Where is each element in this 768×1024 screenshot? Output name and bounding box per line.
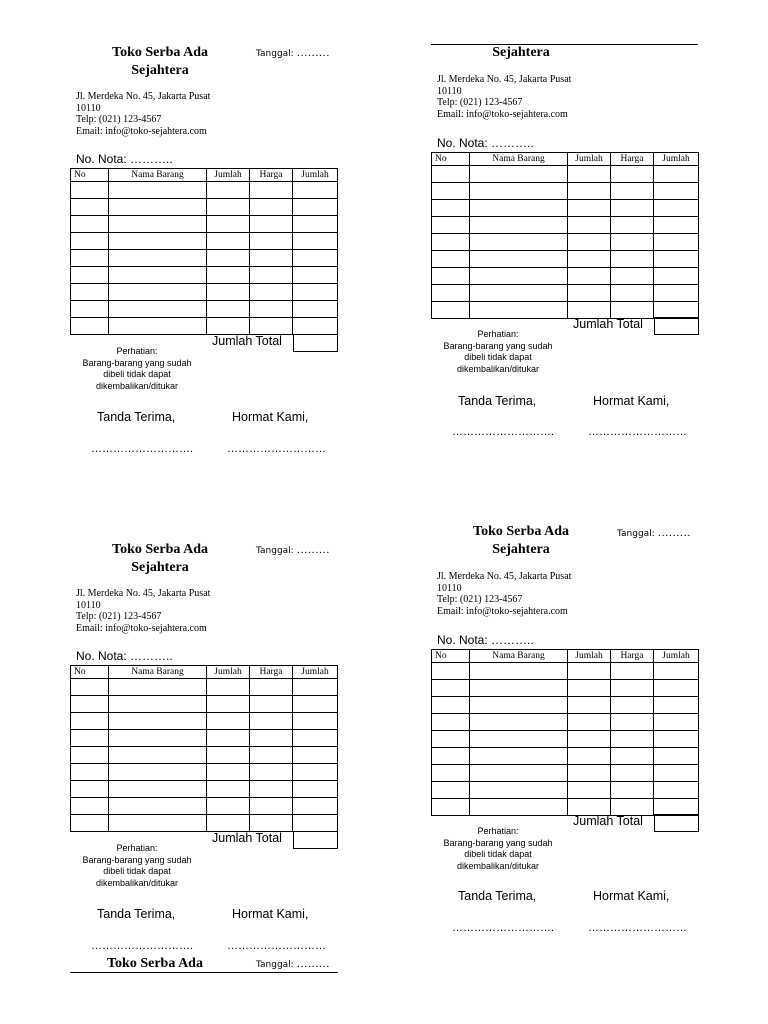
table-row bbox=[432, 731, 699, 748]
page-bottom-rule bbox=[70, 972, 338, 973]
table-row bbox=[71, 301, 338, 318]
perhatian-line3: dikembalikan/ditukar bbox=[456, 363, 540, 374]
perhatian-note bbox=[76, 346, 198, 392]
table-header-row bbox=[432, 153, 699, 166]
table-row bbox=[432, 251, 699, 268]
hormat-kami-label: Hormat Kami, bbox=[232, 907, 309, 921]
hormat-kami-signature-line: ……………………… bbox=[227, 443, 326, 455]
total-label: Jumlah Total bbox=[212, 334, 282, 348]
tanggal-label: Tanggal: bbox=[256, 49, 297, 59]
address-line2: 10110 bbox=[76, 599, 101, 611]
store-title-line2: Sejahtera bbox=[131, 63, 189, 78]
table-row bbox=[71, 696, 338, 713]
table-row bbox=[71, 713, 338, 730]
col-harga: Harga bbox=[250, 169, 293, 182]
tanggal-field bbox=[256, 544, 330, 556]
tanda-terima-label: Tanda Terima, bbox=[458, 394, 537, 408]
table-header-row bbox=[71, 666, 338, 679]
perhatian-title: Perhatian: bbox=[116, 346, 158, 356]
hormat-kami-label: Hormat Kami, bbox=[593, 394, 670, 408]
perhatian-line1: Barang-barang yang sudah bbox=[443, 340, 553, 351]
table-row bbox=[432, 680, 699, 697]
table-row bbox=[71, 284, 338, 301]
tanda-terima-signature-line: ………………………. bbox=[452, 426, 555, 438]
items-table bbox=[70, 168, 338, 335]
store-title-line1: Toko Serba Ada bbox=[473, 524, 569, 539]
table-row bbox=[71, 679, 338, 696]
col-jumlah-total: Jumlah bbox=[654, 650, 699, 663]
store-title bbox=[86, 541, 234, 577]
hormat-kami-signature-line: ……………………… bbox=[227, 940, 326, 952]
tanggal-dots: ……… bbox=[296, 47, 330, 59]
col-jumlah-total: Jumlah bbox=[293, 666, 338, 679]
hormat-kami-label: Hormat Kami, bbox=[232, 410, 309, 424]
col-harga: Harga bbox=[611, 650, 654, 663]
total-label: Jumlah Total bbox=[212, 831, 282, 845]
table-row bbox=[432, 714, 699, 731]
tanda-terima-label: Tanda Terima, bbox=[97, 907, 176, 921]
address-line1: Jl. Merdeka No. 45, Jakarta Pusat bbox=[437, 571, 572, 582]
perhatian-title: Perhatian: bbox=[477, 329, 519, 339]
address-line1: Jl. Merdeka No. 45, Jakarta Pusat bbox=[437, 74, 572, 85]
perhatian-line2: dibeli tidak dapat bbox=[103, 866, 171, 876]
receipt-bottom-left bbox=[70, 537, 338, 957]
table-row bbox=[71, 764, 338, 781]
perhatian-line1: Barang-barang yang sudah bbox=[82, 854, 192, 865]
store-phone: Telp: (021) 123-4567 bbox=[437, 594, 523, 605]
table-row bbox=[71, 747, 338, 764]
table-row bbox=[71, 250, 338, 267]
col-jumlah-total: Jumlah bbox=[654, 153, 699, 166]
store-title bbox=[86, 44, 234, 80]
store-address bbox=[76, 588, 210, 634]
tanda-terima-label: Tanda Terima, bbox=[458, 889, 537, 903]
table-row bbox=[432, 697, 699, 714]
col-jumlah: Jumlah bbox=[207, 666, 250, 679]
table-row bbox=[432, 234, 699, 251]
store-title-line2: Sejahtera bbox=[492, 542, 550, 557]
nota-number: No. Nota: ……….. bbox=[76, 152, 173, 166]
perhatian-line1: Barang-barang yang sudah bbox=[443, 837, 553, 848]
store-title bbox=[447, 523, 595, 559]
perhatian-line3: dikembalikan/ditukar bbox=[95, 380, 179, 391]
col-nama-barang: Nama Barang bbox=[109, 169, 207, 182]
col-harga: Harga bbox=[250, 666, 293, 679]
col-no: No bbox=[432, 650, 470, 663]
table-header-row bbox=[71, 169, 338, 182]
address-line2: 10110 bbox=[437, 85, 462, 97]
address-line1: Jl. Merdeka No. 45, Jakarta Pusat bbox=[76, 91, 211, 102]
perhatian-line3: dikembalikan/ditukar bbox=[95, 877, 179, 888]
store-title-line2: Sejahtera bbox=[492, 45, 550, 60]
tanda-terima-signature-line: ………………………. bbox=[91, 940, 194, 952]
nota-number: No. Nota: ……….. bbox=[76, 649, 173, 663]
tanggal-field bbox=[617, 527, 691, 539]
store-email: Email: info@toko-sejahtera.com bbox=[437, 108, 568, 120]
address-line1: Jl. Merdeka No. 45, Jakarta Pusat bbox=[76, 588, 211, 599]
store-title-line2: Sejahtera bbox=[131, 560, 189, 575]
hormat-kami-signature-line: ……………………… bbox=[588, 922, 687, 934]
store-phone: Telp: (021) 123-4567 bbox=[76, 611, 162, 622]
col-harga: Harga bbox=[611, 153, 654, 166]
table-row bbox=[71, 798, 338, 815]
col-nama-barang: Nama Barang bbox=[109, 666, 207, 679]
table-row bbox=[71, 182, 338, 199]
perhatian-line2: dibeli tidak dapat bbox=[464, 352, 532, 362]
col-no: No bbox=[71, 169, 109, 182]
store-email: Email: info@toko-sejahtera.com bbox=[76, 622, 207, 634]
total-box bbox=[293, 831, 338, 849]
store-email: Email: info@toko-sejahtera.com bbox=[76, 125, 207, 137]
receipt-top-right bbox=[431, 27, 699, 447]
items-table bbox=[70, 665, 338, 832]
tanggal-dots: ……… bbox=[296, 544, 330, 556]
total-box bbox=[654, 814, 699, 832]
perhatian-line1: Barang-barang yang sudah bbox=[82, 357, 192, 368]
perhatian-note bbox=[437, 329, 559, 375]
perhatian-title: Perhatian: bbox=[116, 843, 158, 853]
perhatian-line2: dibeli tidak dapat bbox=[464, 849, 532, 859]
table-row bbox=[71, 199, 338, 216]
tanggal-label: Tanggal: bbox=[617, 529, 658, 539]
table-row bbox=[432, 663, 699, 680]
total-label: Jumlah Total bbox=[573, 317, 643, 331]
tanggal-dots: ……… bbox=[296, 958, 330, 970]
col-nama-barang: Nama Barang bbox=[470, 650, 568, 663]
tanda-terima-label: Tanda Terima, bbox=[97, 410, 176, 424]
col-jumlah: Jumlah bbox=[568, 153, 611, 166]
total-box bbox=[293, 334, 338, 352]
table-row bbox=[432, 217, 699, 234]
items-table bbox=[431, 649, 699, 816]
tanggal-dots: ……… bbox=[657, 527, 691, 539]
table-row bbox=[71, 730, 338, 747]
nota-number: No. Nota: ……….. bbox=[437, 136, 534, 150]
perhatian-line3: dikembalikan/ditukar bbox=[456, 860, 540, 871]
hormat-kami-label: Hormat Kami, bbox=[593, 889, 670, 903]
col-jumlah-total: Jumlah bbox=[293, 169, 338, 182]
table-row bbox=[432, 200, 699, 217]
perhatian-title: Perhatian: bbox=[477, 826, 519, 836]
tanda-terima-signature-line: ………………………. bbox=[452, 922, 555, 934]
tanggal-label: Tanggal: bbox=[256, 960, 297, 970]
col-no: No bbox=[432, 153, 470, 166]
total-label: Jumlah Total bbox=[573, 814, 643, 828]
table-row bbox=[71, 216, 338, 233]
total-box bbox=[654, 317, 699, 335]
col-no: No bbox=[71, 666, 109, 679]
table-row bbox=[432, 748, 699, 765]
col-nama-barang: Nama Barang bbox=[470, 153, 568, 166]
tanggal-label: Tanggal: bbox=[256, 546, 297, 556]
receipt-fragment-title: Toko Serba Ada bbox=[107, 956, 203, 971]
perhatian-line2: dibeli tidak dapat bbox=[103, 369, 171, 379]
store-phone: Telp: (021) 123-4567 bbox=[76, 114, 162, 125]
tanda-terima-signature-line: ………………………. bbox=[91, 443, 194, 455]
table-row bbox=[432, 183, 699, 200]
col-jumlah: Jumlah bbox=[207, 169, 250, 182]
table-row bbox=[432, 765, 699, 782]
store-phone: Telp: (021) 123-4567 bbox=[437, 97, 523, 108]
table-row bbox=[432, 782, 699, 799]
table-row bbox=[71, 815, 338, 832]
col-jumlah: Jumlah bbox=[568, 650, 611, 663]
table-row bbox=[432, 799, 699, 816]
table-row bbox=[71, 318, 338, 335]
receipt-bottom-right bbox=[431, 520, 699, 940]
table-row bbox=[432, 285, 699, 302]
receipt-top-left bbox=[70, 40, 338, 460]
table-row bbox=[432, 302, 699, 319]
perhatian-note bbox=[76, 843, 198, 889]
hormat-kami-signature-line: ……………………… bbox=[588, 426, 687, 438]
store-title-line1: Toko Serba Ada bbox=[112, 542, 208, 557]
address-line2: 10110 bbox=[437, 582, 462, 594]
store-address bbox=[437, 74, 571, 120]
tanggal-field bbox=[256, 47, 330, 59]
table-row bbox=[71, 267, 338, 284]
table-row bbox=[432, 166, 699, 183]
store-title bbox=[447, 44, 595, 62]
table-header-row bbox=[432, 650, 699, 663]
receipt-fragment-tanggal bbox=[256, 958, 330, 970]
perhatian-note bbox=[437, 826, 559, 872]
address-line2: 10110 bbox=[76, 102, 101, 114]
items-table bbox=[431, 152, 699, 319]
nota-number: No. Nota: ……….. bbox=[437, 633, 534, 647]
store-title-line1: Toko Serba Ada bbox=[112, 45, 208, 60]
table-row bbox=[432, 268, 699, 285]
store-email: Email: info@toko-sejahtera.com bbox=[437, 605, 568, 617]
store-address bbox=[437, 571, 571, 617]
table-row bbox=[71, 233, 338, 250]
store-address bbox=[76, 91, 210, 137]
table-row bbox=[71, 781, 338, 798]
